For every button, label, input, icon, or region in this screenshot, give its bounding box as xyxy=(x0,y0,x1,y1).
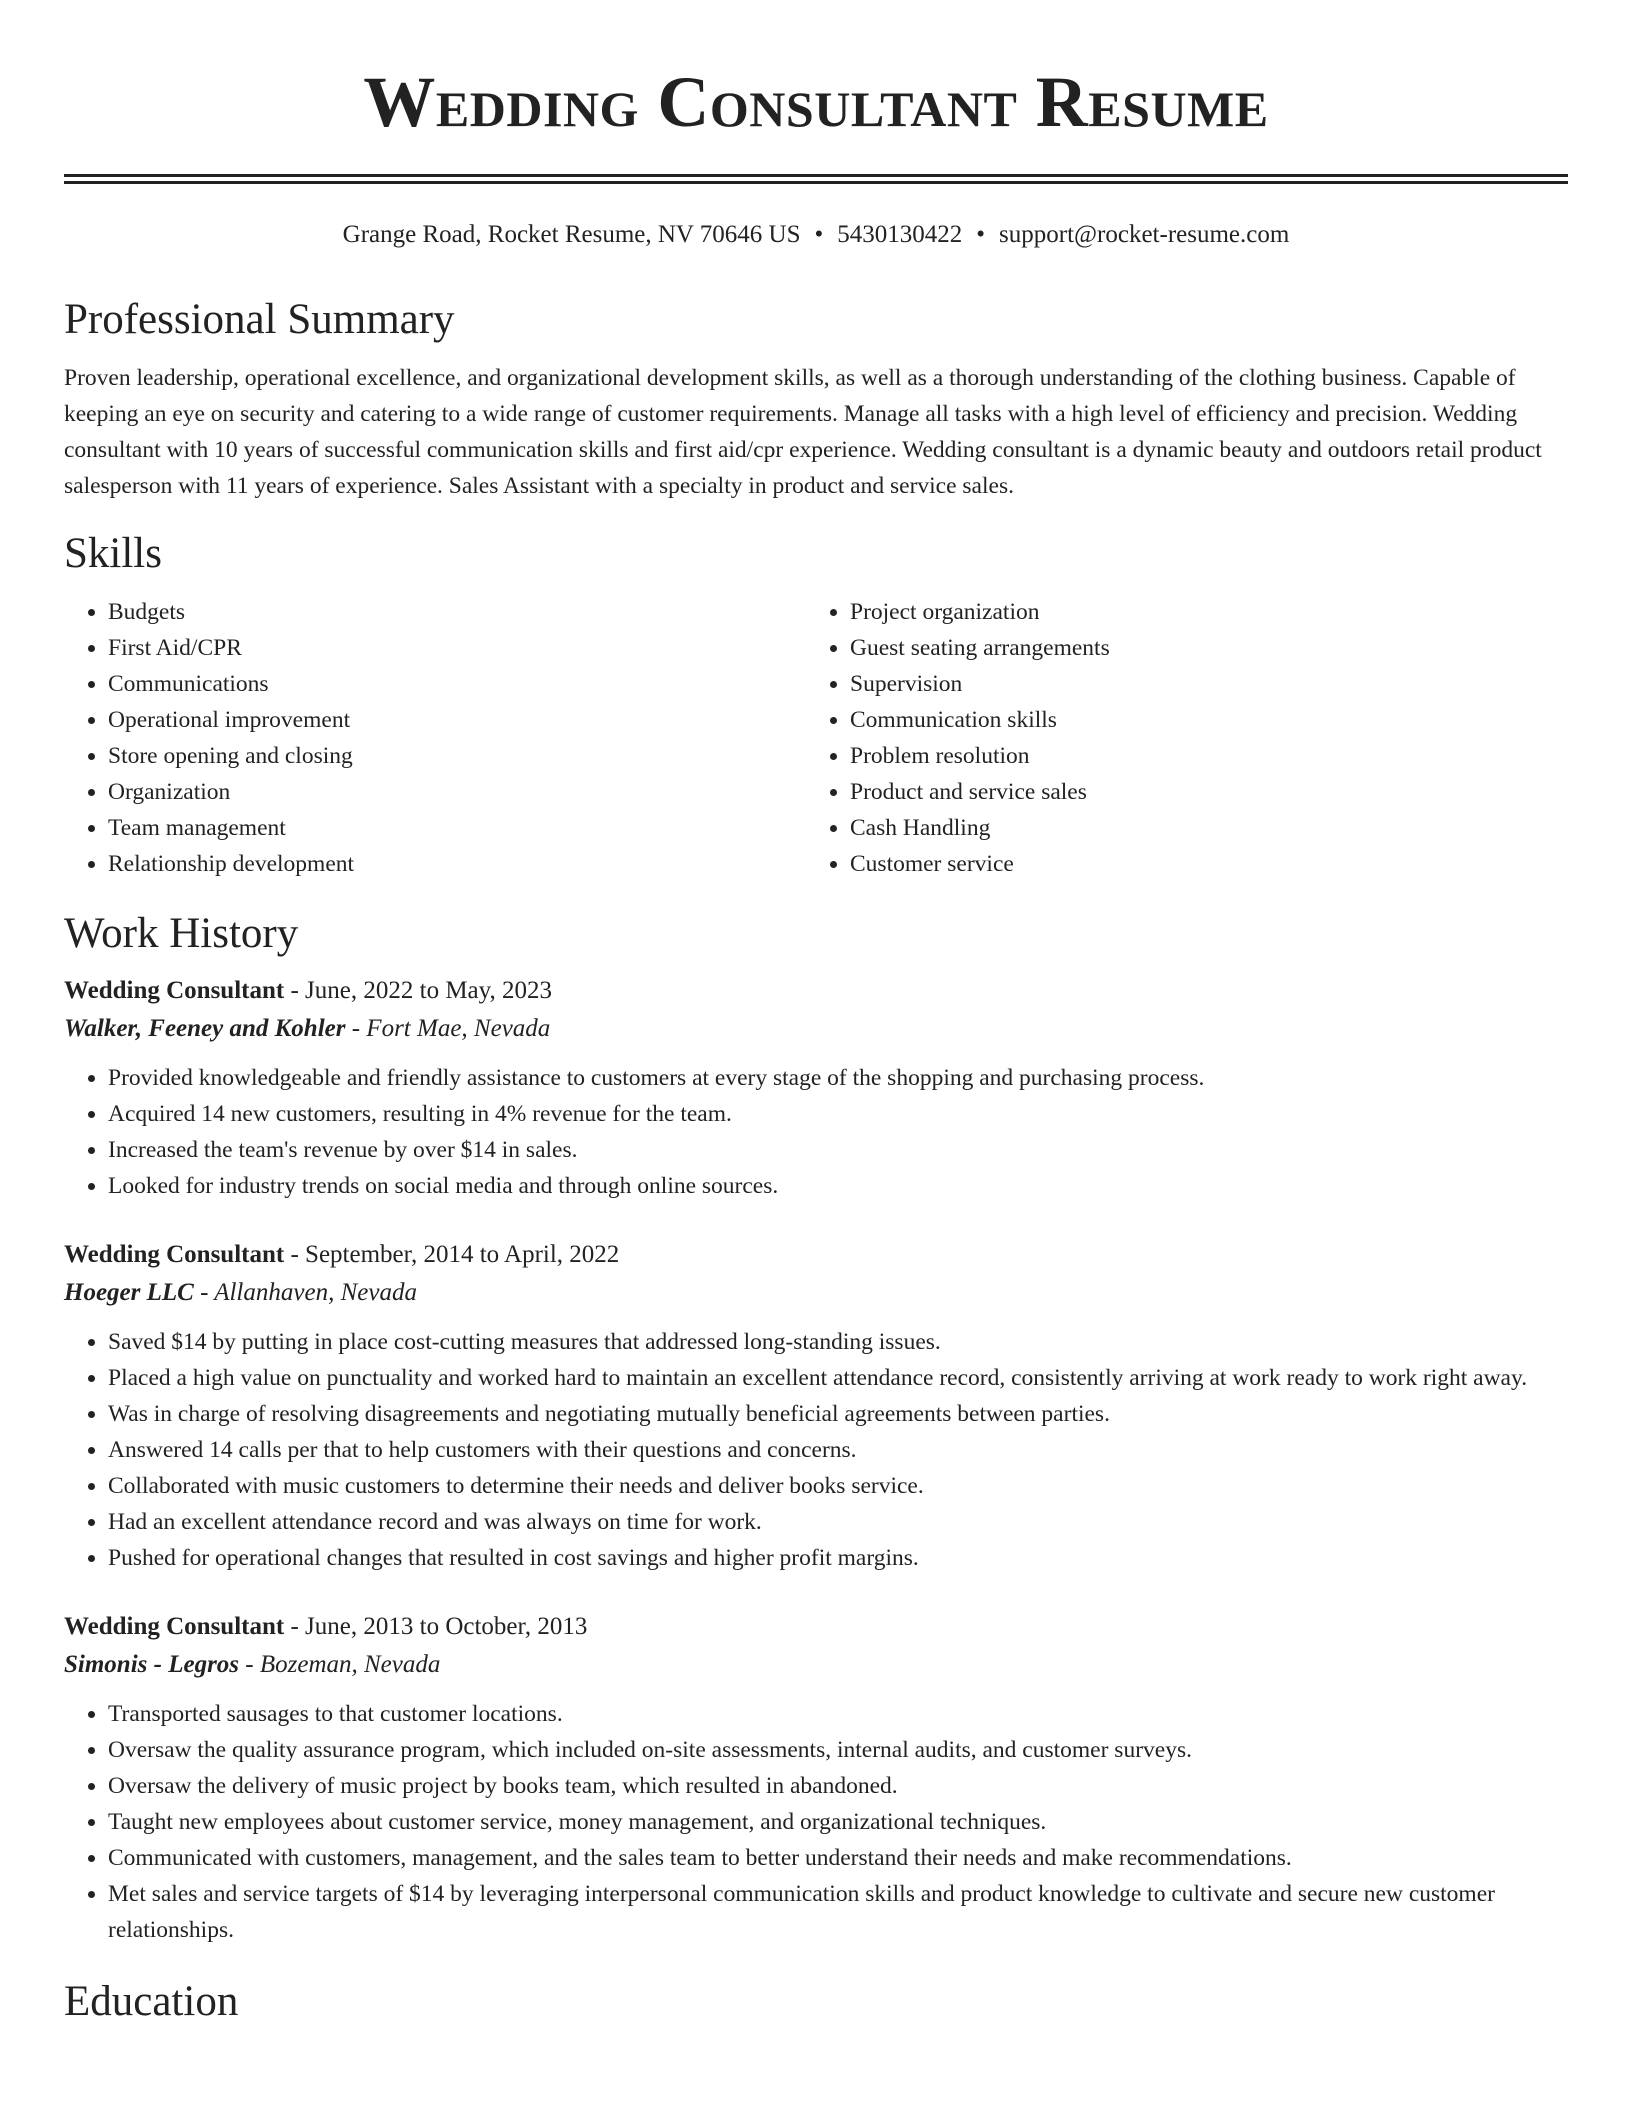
job-dates: - June, 2022 to May, 2023 xyxy=(284,977,553,1004)
job-bullet: • Taught new employees about customer service, money management, and organizational techniques. xyxy=(108,1804,1568,1840)
skill-item: • Customer service xyxy=(850,846,1548,882)
skills-list xyxy=(64,594,1568,882)
skill-item: • Store opening and closing xyxy=(108,738,806,774)
job-bullet: • Increased the team's revenue by over $14 in sales. xyxy=(108,1132,1568,1168)
job-bullet: • Placed a high value on punctuality and worked hard to maintain an excellent attendance record, consistently arriving at work ready to work right away. xyxy=(108,1360,1568,1396)
skill-item: • Relationship development xyxy=(108,846,806,882)
job-employer xyxy=(64,1274,1568,1312)
job-company: Simonis - Legros xyxy=(64,1651,240,1678)
job-header xyxy=(64,1608,1568,1646)
job-bullet: • Looked for industry trends on social media and through online sources. xyxy=(108,1168,1568,1204)
job-bullets xyxy=(64,1060,1568,1204)
contact-email: support@rocket-resume.com xyxy=(999,221,1290,248)
job-title: Wedding Consultant xyxy=(64,1241,285,1268)
job-bullet: • Had an excellent attendance record and was always on time for work. xyxy=(108,1504,1568,1540)
work-history-heading: Work History xyxy=(64,910,299,957)
job-company: Walker, Feeney and Kohler xyxy=(64,1015,346,1042)
skills-column-left xyxy=(64,594,806,882)
job-bullet: • Communicated with customers, management, and the sales team to better understand their needs and make recommendations. xyxy=(108,1840,1568,1876)
job-bullet: • Oversaw the quality assurance program, which included on-site assessments, internal audits, and customer surveys. xyxy=(108,1732,1568,1768)
summary-heading: Professional Summary xyxy=(64,296,455,343)
skill-item: • Product and service sales xyxy=(850,774,1548,810)
resume-title: Wedding Consultant Resume xyxy=(363,62,1269,142)
skill-item: • Communications xyxy=(108,666,806,702)
job-header xyxy=(64,972,1568,1010)
skills-column-right xyxy=(806,594,1548,882)
job-employer xyxy=(64,1646,1568,1684)
job-entry xyxy=(64,972,1568,1204)
skills-heading: Skills xyxy=(64,530,162,577)
job-dates: - September, 2014 to April, 2022 xyxy=(284,1241,620,1268)
job-bullet: • Oversaw the delivery of music project by books team, which resulted in abandoned. xyxy=(108,1768,1568,1804)
contact-line xyxy=(64,218,1568,252)
contact-separator: • xyxy=(976,221,986,248)
skill-item: • Communication skills xyxy=(850,702,1548,738)
job-bullet: • Acquired 14 new customers, resulting in 4% revenue for the team. xyxy=(108,1096,1568,1132)
job-bullets xyxy=(64,1696,1568,1948)
job-bullet: • Collaborated with music customers to determine their needs and deliver books service. xyxy=(108,1468,1568,1504)
skill-item: • First Aid/CPR xyxy=(108,630,806,666)
job-location: - Allanhaven, Nevada xyxy=(193,1279,417,1306)
job-location: - Bozeman, Nevada xyxy=(239,1651,441,1678)
job-location: - Fort Mae, Nevada xyxy=(345,1015,551,1042)
contact-separator: • xyxy=(814,221,824,248)
skill-item: • Guest seating arrangements xyxy=(850,630,1548,666)
job-bullet: • Met sales and service targets of $14 by leveraging interpersonal communication skills and product knowledge to cultivate and secure new customer relationships. xyxy=(108,1876,1568,1948)
education-heading: Education xyxy=(64,1978,239,2025)
skill-item: • Budgets xyxy=(108,594,806,630)
job-bullet: • Answered 14 calls per that to help customers with their questions and concerns. xyxy=(108,1432,1568,1468)
skill-item: • Organization xyxy=(108,774,806,810)
job-entry xyxy=(64,1608,1568,1948)
job-employer xyxy=(64,1010,1568,1048)
contact-address: Grange Road, Rocket Resume, NV 70646 US xyxy=(342,221,801,248)
skill-item: • Cash Handling xyxy=(850,810,1548,846)
title-double-rule xyxy=(64,174,1568,184)
job-title: Wedding Consultant xyxy=(64,1613,285,1640)
job-dates: - June, 2013 to October, 2013 xyxy=(284,1613,588,1640)
job-bullet: • Transported sausages to that customer locations. xyxy=(108,1696,1568,1732)
job-entry xyxy=(64,1236,1568,1576)
summary-text: Proven leadership, operational excellence, and organizational development skills, as well as a thorough understanding of the clothing business. Capable of keeping an eye on security and catering to a wide range of customer requirements. Manage all tasks with a high level of efficiency and precision. Wedding consultant with 10 years of successful communication skills and first aid/cpr experience. Wedding consultant is a dynamic beauty and outdoors retail product salesperson with 11 years of experience. Sales Assistant with a specialty in product and service sales. xyxy=(64,365,1542,499)
job-bullet: • Was in charge of resolving disagreements and negotiating mutually beneficial agreements between parties. xyxy=(108,1396,1568,1432)
job-bullet: • Pushed for operational changes that resulted in cost savings and higher profit margins. xyxy=(108,1540,1568,1576)
skill-item: • Project organization xyxy=(850,594,1548,630)
skill-item: • Supervision xyxy=(850,666,1548,702)
skill-item: • Operational improvement xyxy=(108,702,806,738)
skill-item: • Problem resolution xyxy=(850,738,1548,774)
job-title: Wedding Consultant xyxy=(64,977,285,1004)
contact-phone: 5430130422 xyxy=(837,221,963,248)
job-bullets xyxy=(64,1324,1568,1576)
job-header xyxy=(64,1236,1568,1274)
skill-item: • Team management xyxy=(108,810,806,846)
job-bullet: • Provided knowledgeable and friendly assistance to customers at every stage of the shopping and purchasing process. xyxy=(108,1060,1568,1096)
job-bullet: • Saved $14 by putting in place cost-cutting measures that addressed long-standing issues. xyxy=(108,1324,1568,1360)
job-company: Hoeger LLC xyxy=(64,1279,194,1306)
